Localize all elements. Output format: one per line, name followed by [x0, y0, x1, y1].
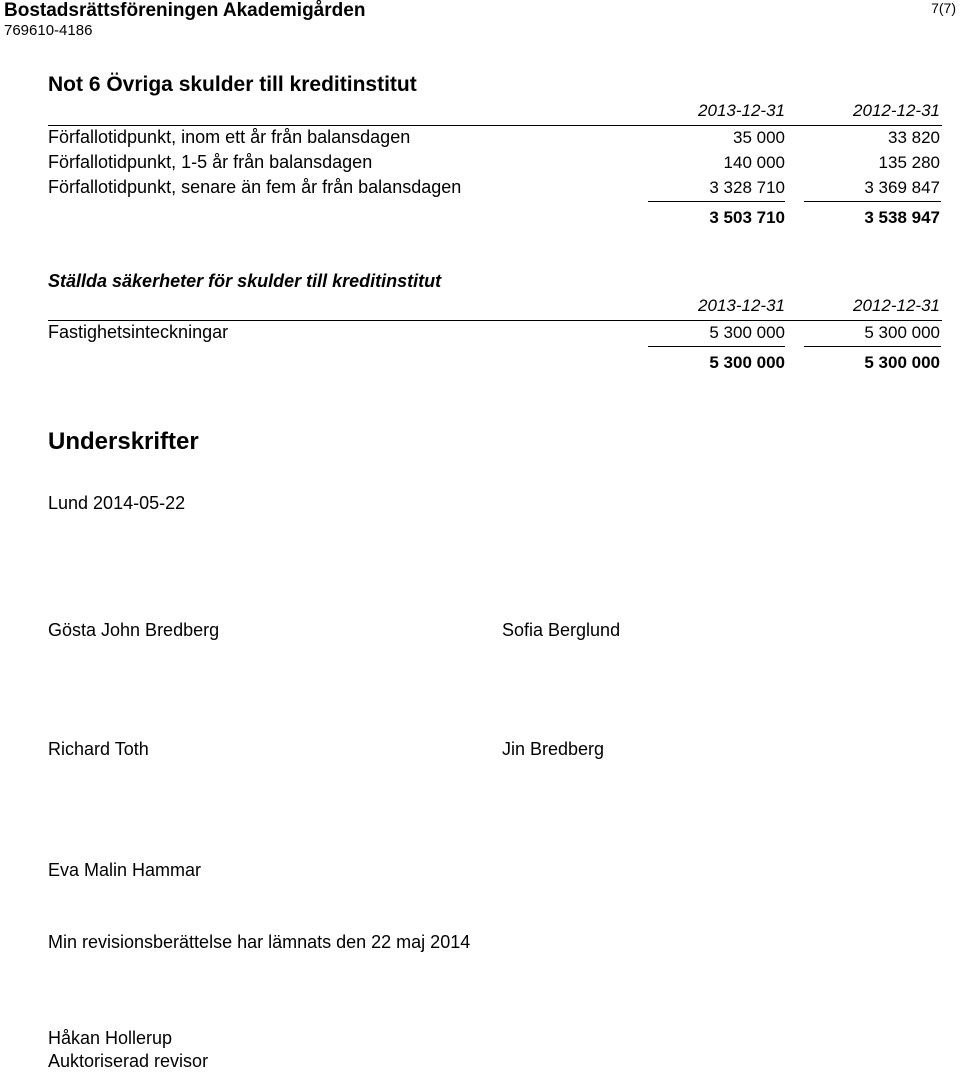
- signatory-name: Jin Bredberg: [502, 739, 605, 759]
- note6-row-label: Förfallotidpunkt, senare än fem år från balansdagen: [48, 177, 462, 197]
- securities-row-label: Fastighetsinteckningar: [48, 322, 229, 342]
- auditor-name: Håkan Hollerup: [48, 1028, 173, 1048]
- note6-row-value-2012: 33 820: [888, 128, 940, 147]
- note6-row-value-2013: 35 000: [733, 128, 785, 147]
- auditor-title: Auktoriserad revisor: [48, 1051, 209, 1071]
- note6-col-header-2013: 2013-12-31: [698, 101, 785, 120]
- place-date: Lund 2014-05-22: [48, 493, 186, 513]
- securities-sum-rule-2013: [648, 346, 785, 347]
- securities-col-header-2013: 2013-12-31: [698, 296, 785, 315]
- note6-total-2013: 3 503 710: [709, 208, 785, 227]
- securities-row-value-2012: 5 300 000: [864, 323, 940, 342]
- page-number: 7(7): [931, 0, 956, 16]
- securities-sum-rule-2012: [804, 346, 941, 347]
- signatures-title: Underskrifter: [48, 428, 199, 455]
- securities-col-header-2012: 2012-12-31: [853, 296, 940, 315]
- note6-row-label: Förfallotidpunkt, 1-5 år från balansdagen: [48, 152, 373, 172]
- note6-sum-rule-2013: [648, 201, 785, 202]
- securities-row-value-2013: 5 300 000: [709, 323, 785, 342]
- signatory-name: Sofia Berglund: [502, 620, 621, 640]
- note6-title: Not 6 Övriga skulder till kreditinstitut: [48, 73, 417, 96]
- securities-title: Ställda säkerheter för skulder till kreditinstitut: [48, 271, 442, 291]
- note6-row-value-2013: 3 328 710: [709, 178, 785, 197]
- note6-sum-rule-2012: [804, 201, 941, 202]
- securities-header-rule: [48, 320, 942, 321]
- note6-col-header-2012: 2012-12-31: [853, 101, 940, 120]
- signatory-name: Eva Malin Hammar: [48, 860, 202, 880]
- note6-row-value-2012: 3 369 847: [864, 178, 940, 197]
- note6-total-2012: 3 538 947: [864, 208, 940, 227]
- note6-row-value-2012: 135 280: [878, 153, 940, 172]
- note6-header-rule: [48, 125, 942, 126]
- note6-row-value-2013: 140 000: [723, 153, 785, 172]
- signatory-name: Richard Toth: [48, 739, 149, 759]
- audit-statement: Min revisionsberättelse har lämnats den 22 maj 2014: [48, 932, 471, 952]
- securities-total-2012: 5 300 000: [864, 353, 940, 372]
- securities-total-2013: 5 300 000: [709, 353, 785, 372]
- note6-row-label: Förfallotidpunkt, inom ett år från balansdagen: [48, 127, 411, 147]
- org-number: 769610-4186: [4, 22, 93, 39]
- signatory-name: Gösta John Bredberg: [48, 620, 220, 640]
- organization-name: Bostadsrättsföreningen Akademigården: [4, 0, 366, 21]
